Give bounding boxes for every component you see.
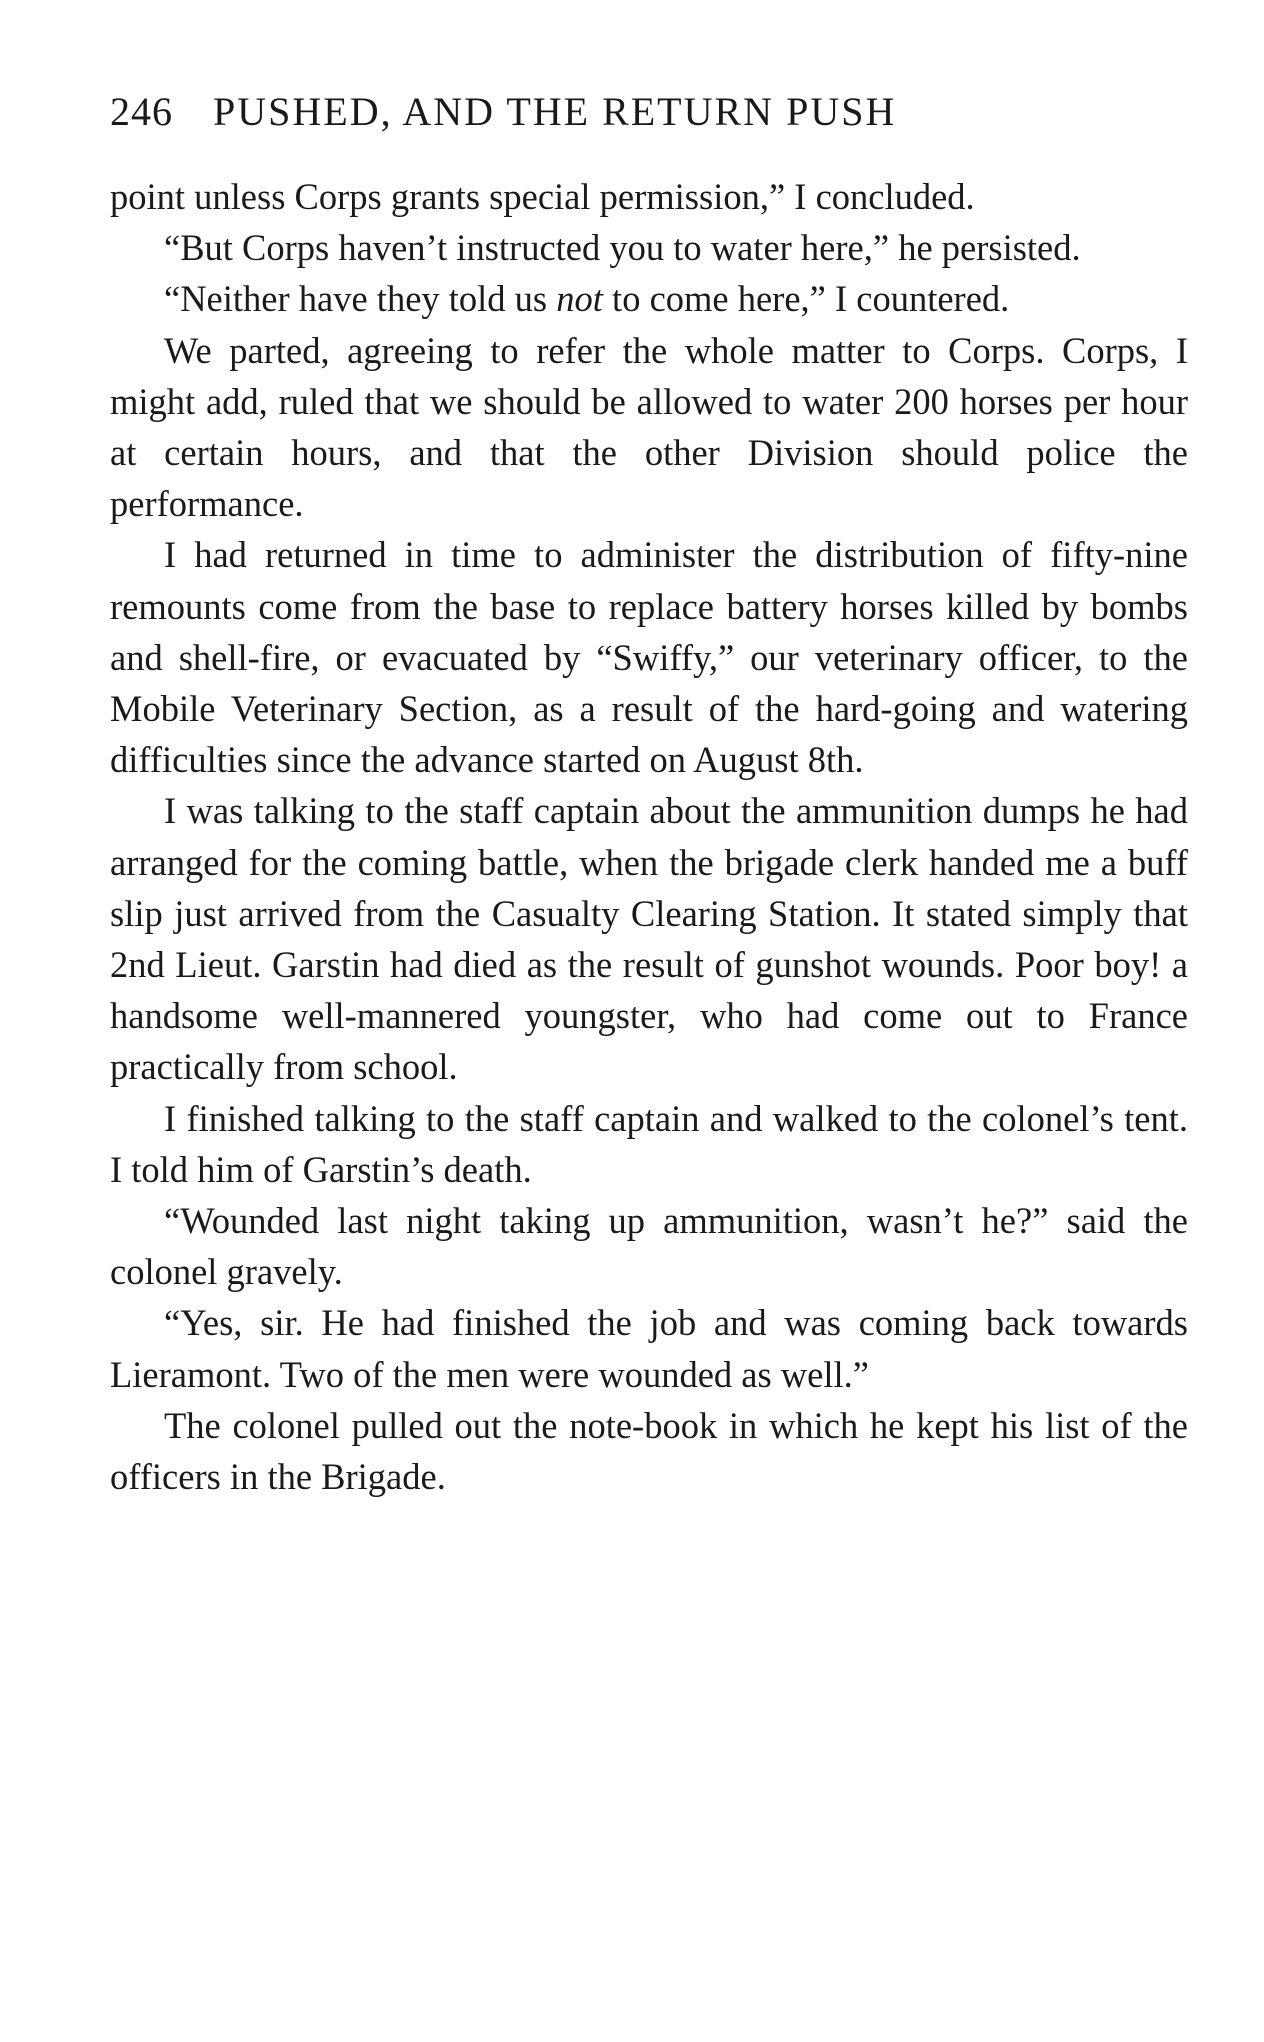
paragraph-continued: point unless Corps grants special permission,” I concluded. — [110, 176, 975, 217]
paragraph: I had returned in time to administer the distribution of fifty-nine remounts come from the base to replace battery horses killed by bombs and shell-fire, or evacuated by “Swiffy,” our veterinary officer, to the Mobile Veterinary Section, as a result of the hard-going and watering difficulties since the advance started on August 8th. — [110, 534, 1188, 781]
paragraph: We parted, agreeing to refer the whole matter to Corps. Corps, I might add, ruled that we should be allowed to water 200 horses per hour at certain hours, and that the other Division should police the performance. — [110, 329, 1188, 525]
paragraph: “Yes, sir. He had finished the job and was coming back towards Lieramont. Two of the men were wounded as well.” — [110, 1302, 1188, 1395]
paragraph: I was talking to the staff captain about the ammunition dumps he had arranged for the coming battle, when the brigade clerk handed me a buff slip just arrived from the Casualty Clearing Station. It stated simply that 2nd Lieut. Garstin had died as the result of gunshot wounds. Poor boy! a handsome well-mannered youngster, who had come out to France practically from school. — [110, 790, 1188, 1088]
paragraph: “Wounded last night taking up ammunition, wasn’t he?” said the colonel gravely. — [110, 1200, 1188, 1293]
paragraph-text: to come here,” I countered. — [602, 278, 1010, 320]
page-number: 246 — [110, 89, 173, 134]
running-head — [110, 88, 1188, 135]
emphasized-word: not — [556, 278, 603, 320]
running-title: PUSHED, AND THE RETURN PUSH — [213, 89, 897, 134]
body-text — [110, 171, 1188, 1502]
paragraph-text: “Neither have they told us — [164, 278, 557, 320]
book-page — [110, 88, 1188, 1502]
paragraph: “But Corps haven’t instructed you to water here,” he persisted. — [164, 227, 1081, 269]
paragraph: The colonel pulled out the note-book in which he kept his list of the officers in the Brigade. — [110, 1404, 1188, 1498]
paragraph — [110, 273, 1188, 324]
paragraph: I finished talking to the staff captain and walked to the colonel’s tent. I told him of Garstin’s death. — [110, 1097, 1188, 1190]
